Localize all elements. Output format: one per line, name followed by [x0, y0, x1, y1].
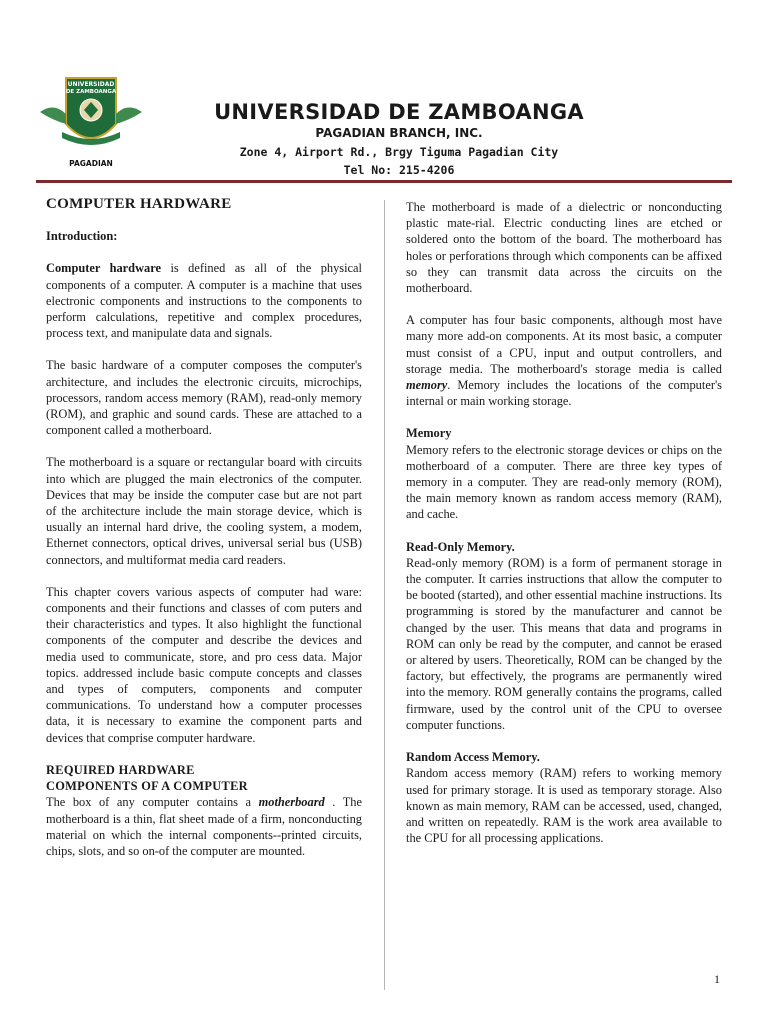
column-divider — [384, 200, 385, 990]
paragraph: Random access memory (RAM) refers to working memory used for primary storage. It is used as temporary storage. Also known as main memory, RAM can be accessed, used, changed, and written on repeatedly. RAM is the work area available to the CPU for all processing applications. — [406, 766, 722, 846]
emphasis-term: memory — [406, 378, 448, 393]
paragraph-text: . The motherboard is a thin, flat sheet made of a firm, nonconducting material on which the internal components--printed circuits, chips, slots, and so on-of the computer are mounted. — [46, 795, 362, 858]
emphasis-term: motherboard — [258, 795, 325, 810]
logo-text-mid: DE ZAMBOANGA — [65, 89, 117, 95]
paragraph-text: . Memory includes the locations of the computer's internal or main working storage. — [406, 378, 722, 409]
header-rule — [36, 180, 732, 183]
logo-caption: PAGADIAN — [69, 159, 113, 168]
title-part-2: ZAMBOANGA — [428, 100, 584, 124]
paragraph: The motherboard is a square or rectangular board with circuits into which are plugged the main electronics of the computer. Devices that may be inside the computer case but are not part of the architecture include the main storage device, which is usually an internal hard drive, the cooling system, a modem, Ethernet connectors, optical drives, universal serial bus (USB) connectors, and multiformat media card readers. — [46, 455, 362, 567]
paragraph — [46, 260, 362, 341]
paragraph-text: The box of any computer contains a — [46, 795, 259, 810]
logo-text-top: UNIVERSIDAD — [67, 81, 115, 88]
paragraph-text: A computer has four basic components, although most have many more add-on components. At its most basic, a computer must consist of a CPU, input and output controllers, and storage media. The motherboard's storage media is called — [406, 313, 722, 376]
bold-term: Computer hardware — [46, 261, 161, 276]
title-part-1: UNIVERSIDAD DE — [214, 100, 429, 124]
right-column — [406, 199, 722, 846]
paragraph: Memory refers to the electronic storage devices or chips on the motherboard of a computer. There are three key types of memory in a computer. They are read-only memory (ROM), the main memory known as random access memory (RAM), and cache. — [406, 442, 722, 522]
paragraph-text: is defined as all of the physical components of a computer. A computer is a machine that uses electronic components and instructions to the components to perform calculations, repetitive and complex procedures, process text, and manipulate data and signals. — [46, 261, 362, 341]
paragraph: The motherboard is made of a dielectric or nonconducting plastic mate-rial. Electric conducting lines are etched or soldered onto the bottom of the board. The motherboard has holes or perforations through which components can be affixed so they can transmit data across the circuits on the motherboard. — [406, 200, 722, 296]
telephone: Tel No: 215-4206 — [343, 163, 455, 177]
paragraph — [46, 794, 362, 859]
required-heading-line2: COMPONENTS OF A COMPUTER — [46, 779, 248, 794]
ram-heading: Random Access Memory. — [406, 750, 540, 765]
page-number: 1 — [714, 972, 720, 986]
section-heading: COMPUTER HARDWARE — [46, 196, 232, 212]
address: Zone 4, Airport Rd., Brgy Tiguma Pagadian City — [239, 145, 559, 159]
paragraph: The basic hardware of a computer composes the computer's architecture, and includes the electronic circuits, microchips, processors, random access memory (RAM), read-only memory (ROM), and graphic and sound cards. These are attached to a component called a motherboard. — [46, 358, 362, 438]
intro-label: Introduction: — [46, 229, 118, 244]
paragraph: Read-only memory (ROM) is a form of permanent storage in the computer. It carries instructions that allow the computer to be booted (started), and other essential machine instructions. Its programming is stored by the manufacturer and cannot be changed by the user. This means that data and programs in ROM can only be read by the computer, and cannot be erased or altered by users. Theoretically, ROM can be changed by the factory, but effectively, the programs are permanently wired into the memory. ROM generally contains the programs, called firmware, used by the control unit of the CPU to oversee computer functions. — [406, 555, 722, 732]
left-column — [46, 196, 362, 859]
required-heading-line1: REQUIRED HARDWARE — [46, 762, 195, 777]
memory-heading: Memory — [406, 426, 452, 441]
university-title — [0, 100, 768, 124]
rom-heading: Read-Only Memory. — [406, 539, 515, 554]
paragraph — [406, 312, 722, 409]
paragraph: This chapter covers various aspects of computer had ware: components and their functions and classes of com puters and their characteristics and types. It also highlight the functional components of the computer and describe the devices and media used to communicate, store, and pro cess data. Major topics. addressed include basic compute concepts and classes and types of computers, components and computer communications. To understand how a computer processes data, it is necessary to examine the component parts and devices that comprise computer hardware. — [46, 584, 362, 745]
branch-name: PAGADIAN BRANCH, INC. — [315, 126, 483, 140]
